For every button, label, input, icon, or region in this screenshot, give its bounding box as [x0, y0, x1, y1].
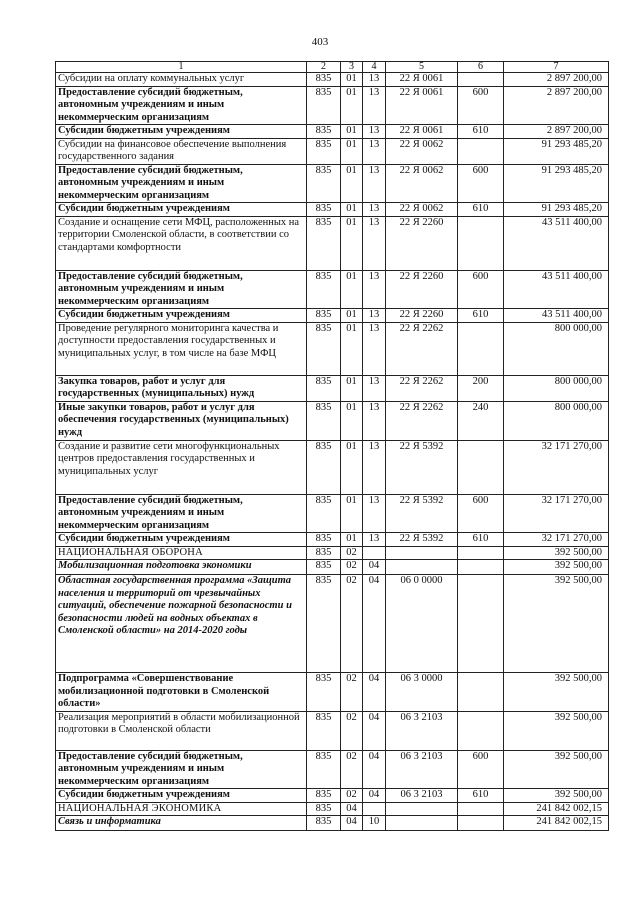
row-code-target: 22 Я 0062	[386, 164, 458, 203]
row-code-expense: 600	[458, 270, 504, 309]
row-code-section: 01	[341, 309, 363, 323]
row-name: Субсидии на оплату коммунальных услуг	[56, 73, 307, 87]
page-number: 403	[311, 36, 329, 48]
row-code-subsection: 13	[363, 322, 386, 375]
row-code-target	[386, 802, 458, 816]
table-row	[56, 440, 609, 494]
row-name: Субсидии бюджетным учреждениям	[56, 309, 307, 323]
row-code-target: 22 Я 0062	[386, 203, 458, 217]
row-code-admin: 835	[307, 750, 341, 789]
row-code-subsection: 04	[363, 711, 386, 750]
row-code-admin: 835	[307, 270, 341, 309]
table-row	[56, 125, 609, 139]
row-code-section: 02	[341, 711, 363, 750]
row-name: Субсидии бюджетным учреждениям	[56, 203, 307, 217]
table-row	[56, 546, 609, 560]
row-code-target	[386, 546, 458, 560]
table-header-row	[56, 62, 609, 73]
row-code-target: 06 3 0000	[386, 673, 458, 712]
row-name: НАЦИОНАЛЬНАЯ ЭКОНОМИКА	[56, 802, 307, 816]
row-code-subsection	[363, 802, 386, 816]
row-code-section: 02	[341, 560, 363, 575]
row-amount: 800 000,00	[504, 375, 609, 401]
row-code-section: 01	[341, 533, 363, 547]
row-amount: 91 293 485,20	[504, 164, 609, 203]
row-code-target: 22 Я 2260	[386, 309, 458, 323]
header-cell: 5	[386, 62, 458, 73]
row-code-expense: 240	[458, 401, 504, 440]
row-code-expense: 610	[458, 125, 504, 139]
row-code-section: 01	[341, 322, 363, 375]
row-code-target: 22 Я 2260	[386, 270, 458, 309]
row-code-target: 06 3 2103	[386, 750, 458, 789]
row-code-expense: 600	[458, 750, 504, 789]
row-code-subsection: 13	[363, 138, 386, 164]
table-row	[56, 816, 609, 831]
row-code-expense	[458, 440, 504, 494]
row-name: Проведение регулярного мониторинга качества и доступности предоставления государственных и муниципальных услуг, в том числе на базе МФЦ	[56, 322, 307, 375]
row-amount: 32 171 270,00	[504, 533, 609, 547]
row-code-subsection: 13	[363, 309, 386, 323]
row-code-target: 06 0 0000	[386, 575, 458, 673]
row-amount: 392 500,00	[504, 750, 609, 789]
row-code-subsection: 13	[363, 203, 386, 217]
row-name: Предоставление субсидий бюджетным, автономным учреждениям и иным некоммерческим организациям	[56, 270, 307, 309]
row-code-expense: 600	[458, 86, 504, 125]
header-cell: 7	[504, 62, 609, 73]
row-code-expense	[458, 216, 504, 270]
table-row	[56, 750, 609, 789]
header-cell: 2	[307, 62, 341, 73]
table-row	[56, 270, 609, 309]
row-code-target: 22 Я 2260	[386, 216, 458, 270]
row-code-target: 22 Я 5392	[386, 440, 458, 494]
row-code-expense: 200	[458, 375, 504, 401]
budget-table	[55, 61, 609, 831]
row-code-expense	[458, 575, 504, 673]
table-row	[56, 560, 609, 575]
row-code-section: 01	[341, 375, 363, 401]
row-name: Связь и информатика	[56, 816, 307, 831]
row-code-subsection: 13	[363, 270, 386, 309]
row-code-target: 22 Я 5392	[386, 494, 458, 533]
row-amount: 392 500,00	[504, 560, 609, 575]
row-code-section: 02	[341, 789, 363, 803]
row-code-subsection: 13	[363, 440, 386, 494]
row-code-section: 02	[341, 750, 363, 789]
row-code-admin: 835	[307, 533, 341, 547]
row-code-section: 01	[341, 401, 363, 440]
row-name: Субсидии бюджетным учреждениям	[56, 533, 307, 547]
row-name: Субсидии бюджетным учреждениям	[56, 789, 307, 803]
row-code-expense	[458, 816, 504, 831]
row-code-subsection: 04	[363, 575, 386, 673]
table-row	[56, 203, 609, 217]
row-code-target: 22 Я 0061	[386, 73, 458, 87]
table-row	[56, 401, 609, 440]
row-amount: 43 511 400,00	[504, 270, 609, 309]
row-code-admin: 835	[307, 401, 341, 440]
row-code-section: 01	[341, 494, 363, 533]
row-code-subsection: 13	[363, 164, 386, 203]
row-code-subsection: 13	[363, 375, 386, 401]
table-row	[56, 322, 609, 375]
table-row	[56, 494, 609, 533]
row-name: Подпрограмма «Совершенствование мобилизационной подготовки в Смоленской области»	[56, 673, 307, 712]
row-code-subsection: 13	[363, 401, 386, 440]
row-code-admin: 835	[307, 164, 341, 203]
row-code-expense	[458, 673, 504, 712]
row-code-section: 02	[341, 575, 363, 673]
row-code-expense	[458, 322, 504, 375]
row-code-section: 01	[341, 73, 363, 87]
row-name: Предоставление субсидий бюджетным, автономным учреждениям и иным некоммерческим организациям	[56, 86, 307, 125]
row-code-expense: 610	[458, 533, 504, 547]
row-amount: 800 000,00	[504, 322, 609, 375]
row-amount: 392 500,00	[504, 789, 609, 803]
row-code-target: 22 Я 0061	[386, 86, 458, 125]
row-code-admin: 835	[307, 138, 341, 164]
row-code-section: 01	[341, 138, 363, 164]
row-code-section: 02	[341, 673, 363, 712]
row-code-subsection: 13	[363, 73, 386, 87]
row-code-admin: 835	[307, 309, 341, 323]
table-row	[56, 138, 609, 164]
row-code-expense	[458, 546, 504, 560]
row-code-subsection	[363, 546, 386, 560]
row-code-subsection: 13	[363, 125, 386, 139]
row-code-section: 01	[341, 440, 363, 494]
row-code-subsection: 04	[363, 560, 386, 575]
row-code-target	[386, 816, 458, 831]
table-row	[56, 164, 609, 203]
row-code-target: 22 Я 2262	[386, 401, 458, 440]
table-row	[56, 711, 609, 750]
row-code-section: 01	[341, 216, 363, 270]
table-row	[56, 789, 609, 803]
table-row	[56, 309, 609, 323]
row-code-target: 06 3 2103	[386, 711, 458, 750]
row-amount: 392 500,00	[504, 711, 609, 750]
row-code-section: 04	[341, 816, 363, 831]
header-cell: 1	[56, 62, 307, 73]
row-code-expense	[458, 138, 504, 164]
row-code-expense: 600	[458, 164, 504, 203]
row-amount: 2 897 200,00	[504, 125, 609, 139]
row-code-admin: 835	[307, 789, 341, 803]
row-code-expense	[458, 73, 504, 87]
table-body	[56, 62, 609, 831]
row-code-admin: 835	[307, 816, 341, 831]
row-name: Областная государственная программа «Защита населения и территорий от чрезвычайных ситуаций, обеспечение пожарной безопасности и безопасности людей на водных объектах в Смоленской области» на 2014-2020 годы	[56, 575, 307, 673]
row-amount: 392 500,00	[504, 546, 609, 560]
row-name: Предоставление субсидий бюджетным, автономным учреждениям и иным некоммерческим организациям	[56, 494, 307, 533]
row-code-subsection: 13	[363, 533, 386, 547]
row-code-section: 01	[341, 203, 363, 217]
table-row	[56, 375, 609, 401]
row-amount: 2 897 200,00	[504, 73, 609, 87]
row-amount: 2 897 200,00	[504, 86, 609, 125]
row-code-target: 22 Я 0062	[386, 138, 458, 164]
row-code-target: 06 3 2103	[386, 789, 458, 803]
row-amount: 91 293 485,20	[504, 203, 609, 217]
row-name: Предоставление субсидий бюджетным, автономным учреждениям и иным некоммерческим организациям	[56, 164, 307, 203]
row-amount: 241 842 002,15	[504, 816, 609, 831]
table-row	[56, 86, 609, 125]
row-amount: 392 500,00	[504, 575, 609, 673]
row-name: Иные закупки товаров, работ и услуг для обеспечения государственных (муниципальных) нужд	[56, 401, 307, 440]
table-row	[56, 216, 609, 270]
row-name: НАЦИОНАЛЬНАЯ ОБОРОНА	[56, 546, 307, 560]
row-code-admin: 835	[307, 673, 341, 712]
row-code-target: 22 Я 2262	[386, 375, 458, 401]
row-code-target: 22 Я 0061	[386, 125, 458, 139]
row-name: Реализация мероприятий в области мобилизационной подготовки в Смоленской области	[56, 711, 307, 750]
row-code-subsection: 13	[363, 216, 386, 270]
row-code-admin: 835	[307, 440, 341, 494]
row-code-target: 22 Я 2262	[386, 322, 458, 375]
table-row	[56, 533, 609, 547]
row-code-expense	[458, 711, 504, 750]
row-amount: 32 171 270,00	[504, 440, 609, 494]
row-amount: 800 000,00	[504, 401, 609, 440]
header-cell: 4	[363, 62, 386, 73]
row-code-expense: 610	[458, 309, 504, 323]
row-code-subsection: 13	[363, 86, 386, 125]
row-code-expense: 600	[458, 494, 504, 533]
row-code-subsection: 04	[363, 673, 386, 712]
row-name: Субсидии бюджетным учреждениям	[56, 125, 307, 139]
row-code-target: 22 Я 5392	[386, 533, 458, 547]
row-code-expense	[458, 802, 504, 816]
row-code-admin: 835	[307, 322, 341, 375]
row-name: Создание и развитие сети многофункциональных центров предоставления государственных и муниципальных услуг	[56, 440, 307, 494]
row-code-subsection: 10	[363, 816, 386, 831]
row-code-admin: 835	[307, 494, 341, 533]
row-code-admin: 835	[307, 375, 341, 401]
table-row	[56, 73, 609, 87]
row-code-section: 04	[341, 802, 363, 816]
row-code-admin: 835	[307, 560, 341, 575]
row-code-expense	[458, 560, 504, 575]
row-code-admin: 835	[307, 73, 341, 87]
row-code-admin: 835	[307, 575, 341, 673]
row-code-section: 02	[341, 546, 363, 560]
row-code-section: 01	[341, 164, 363, 203]
row-code-expense: 610	[458, 789, 504, 803]
header-cell: 6	[458, 62, 504, 73]
row-code-section: 01	[341, 125, 363, 139]
row-name: Закупка товаров, работ и услуг для государственных (муниципальных) нужд	[56, 375, 307, 401]
row-amount: 241 842 002,15	[504, 802, 609, 816]
table-row	[56, 673, 609, 712]
row-amount: 392 500,00	[504, 673, 609, 712]
row-code-target	[386, 560, 458, 575]
row-name: Субсидии на финансовое обеспечение выполнения государственного задания	[56, 138, 307, 164]
row-code-subsection: 04	[363, 750, 386, 789]
row-code-expense: 610	[458, 203, 504, 217]
row-amount: 43 511 400,00	[504, 216, 609, 270]
row-code-section: 01	[341, 270, 363, 309]
row-code-admin: 835	[307, 546, 341, 560]
row-code-admin: 835	[307, 203, 341, 217]
row-amount: 32 171 270,00	[504, 494, 609, 533]
table-row	[56, 802, 609, 816]
row-amount: 43 511 400,00	[504, 309, 609, 323]
row-name: Создание и оснащение сети МФЦ, расположенных на территории Смоленской области, в соответствии со стандартами комфортности	[56, 216, 307, 270]
row-code-admin: 835	[307, 802, 341, 816]
row-code-admin: 835	[307, 216, 341, 270]
row-code-admin: 835	[307, 125, 341, 139]
row-name: Мобилизационная подготовка экономики	[56, 560, 307, 575]
row-amount: 91 293 485,20	[504, 138, 609, 164]
row-code-section: 01	[341, 86, 363, 125]
row-code-admin: 835	[307, 86, 341, 125]
row-code-admin: 835	[307, 711, 341, 750]
header-cell: 3	[341, 62, 363, 73]
row-name: Предоставление субсидий бюджетным, автономным учреждениям и иным некоммерческим организациям	[56, 750, 307, 789]
row-code-subsection: 13	[363, 494, 386, 533]
table-row	[56, 575, 609, 673]
row-code-subsection: 04	[363, 789, 386, 803]
